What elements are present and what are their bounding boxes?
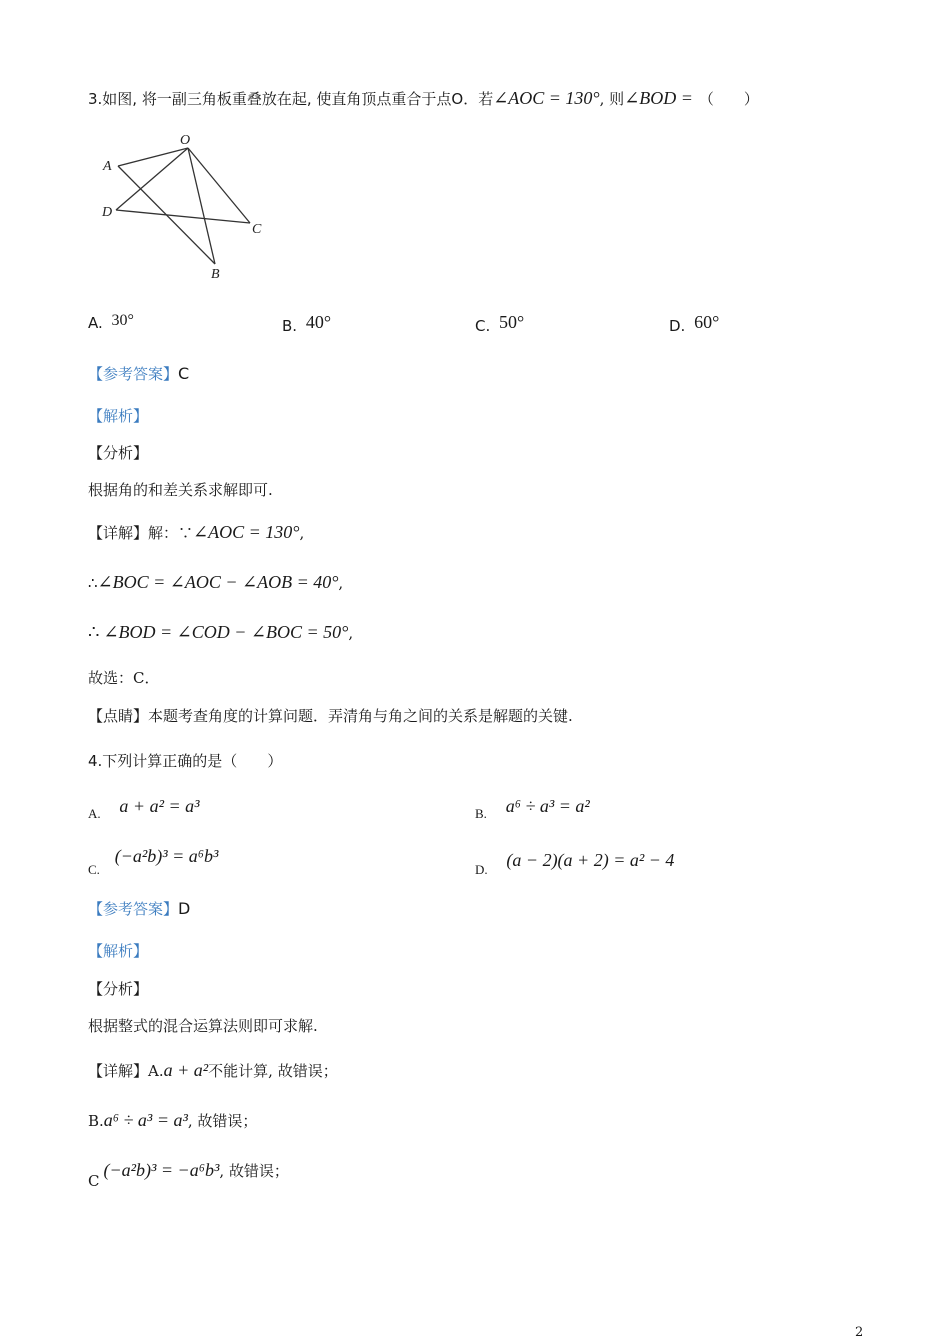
triangle-lines xyxy=(116,148,250,264)
q3-option-c xyxy=(475,312,524,335)
option-value: 30° xyxy=(111,312,134,329)
q4-detail-a xyxy=(88,1060,338,1081)
q4-stem xyxy=(88,750,282,771)
q3-stem-paren: （ ） xyxy=(698,90,759,108)
q4-option-d xyxy=(475,850,674,878)
q4-detail-b xyxy=(88,1110,257,1131)
q3-stem-math2: ∠BOD = xyxy=(624,88,693,108)
detail-prefix: B. xyxy=(88,1112,104,1130)
therefore-symbol: ∴ xyxy=(88,622,100,643)
option-letter: C. xyxy=(88,862,100,877)
label-C: C xyxy=(252,222,262,237)
label-O: O xyxy=(180,133,191,148)
option-expr: (a − 2)(a + 2) = a² − 4 xyxy=(506,850,675,870)
q3-fenxi-tag: 【分析】 xyxy=(88,444,149,462)
q4-jiexi-tag: 【解析】 xyxy=(88,942,149,960)
option-letter: D. xyxy=(669,317,686,335)
q3-fenxi-text: 根据角的和差关系求解即可. xyxy=(88,481,273,499)
detail-math: ∠AOC = 130° xyxy=(193,522,300,542)
detail-tag: 【详解】 xyxy=(88,1062,149,1080)
detail-math: a + a² xyxy=(163,1060,209,1080)
line-DC xyxy=(116,210,250,223)
option-letter: C. xyxy=(475,317,491,335)
page-number: 2 xyxy=(855,1325,864,1340)
option-value: 60° xyxy=(694,312,720,332)
q3-stem-mid: , 则 xyxy=(599,90,625,108)
q3-stem xyxy=(88,88,759,109)
detail-text: 不能计算, 故错误； xyxy=(208,1062,338,1080)
q4-fenxi-text: 根据整式的混合运算法则即可求解. xyxy=(88,1017,318,1035)
detail-math: (−a²b)³ = −a⁶b³ xyxy=(103,1160,220,1180)
q3-stem-math1: ∠AOC = 130° xyxy=(493,88,600,108)
answer-value: C xyxy=(178,364,190,383)
option-expr: a + a² = a³ xyxy=(119,796,200,816)
comma: , xyxy=(338,574,344,592)
q3-option-a xyxy=(88,312,134,332)
detail-text: , 故错误； xyxy=(187,1112,258,1130)
q3-answer xyxy=(88,363,189,384)
therefore-symbol: ∴ xyxy=(88,574,98,592)
q3-jiexi-tag: 【解析】 xyxy=(88,407,149,425)
option-letter: D. xyxy=(475,862,488,877)
option-value: 50° xyxy=(499,312,525,332)
q4-option-b xyxy=(475,796,590,822)
q4-fenxi-tag: 【分析】 xyxy=(88,980,149,998)
q4-detail-c xyxy=(88,1160,289,1190)
label-D: D xyxy=(102,205,113,220)
label-A: A xyxy=(103,159,112,174)
line-OB xyxy=(188,148,215,264)
q4-option-c xyxy=(88,846,218,878)
label-B: B xyxy=(211,267,220,282)
detail-math: a⁶ ÷ a³ = a³ xyxy=(103,1110,188,1130)
q3-option-b xyxy=(282,312,331,335)
option-letter: B. xyxy=(475,806,487,821)
option-expr: (−a²b)³ = a⁶b³ xyxy=(114,846,219,866)
detail-text: , 故错误； xyxy=(219,1162,289,1180)
q3-detail-line2 xyxy=(88,572,343,593)
detail-prefix: C xyxy=(88,1172,100,1190)
q3-detail-line3 xyxy=(88,622,353,643)
option-letter: B. xyxy=(282,317,298,335)
detail-math: ∠BOC = ∠AOC − ∠AOB = 40° xyxy=(97,572,339,592)
answer-value: D xyxy=(178,899,191,918)
option-letter: A. xyxy=(88,314,103,332)
q3-dianjing xyxy=(88,705,573,726)
option-letter: A. xyxy=(88,806,101,821)
dianjing-tag: 【点睛】 xyxy=(88,707,149,725)
detail-math: ∠BOD = ∠COD − ∠BOC = 50° xyxy=(103,622,349,642)
comma: , xyxy=(348,624,354,642)
q3-detail-line1 xyxy=(88,522,304,543)
q4-stem-text: 4.下列计算正确的是（ ） xyxy=(88,752,283,770)
q3-figure xyxy=(98,128,278,283)
detail-prefix: A. xyxy=(148,1062,164,1080)
detail-prefix: 解：∵ xyxy=(148,524,194,542)
q4-option-a xyxy=(88,796,200,822)
q3-guxuan: 故选：C． xyxy=(88,669,160,687)
option-expr: a⁶ ÷ a³ = a² xyxy=(505,796,590,816)
detail-tag: 【详解】 xyxy=(88,524,149,542)
q3-stem-prefix: 3.如图, 将一副三角板重叠放在起, 使直角顶点重合于点O．若 xyxy=(88,90,494,108)
answer-tag: 【参考答案】 xyxy=(88,365,179,383)
option-value: 40° xyxy=(305,312,332,332)
q4-answer xyxy=(88,898,190,919)
q3-option-d xyxy=(669,312,719,335)
answer-tag: 【参考答案】 xyxy=(88,900,179,918)
dianjing-text: 本题考查角度的计算问题．弄清角与角之间的关系是解题的关键. xyxy=(148,707,573,725)
comma: , xyxy=(299,524,305,542)
